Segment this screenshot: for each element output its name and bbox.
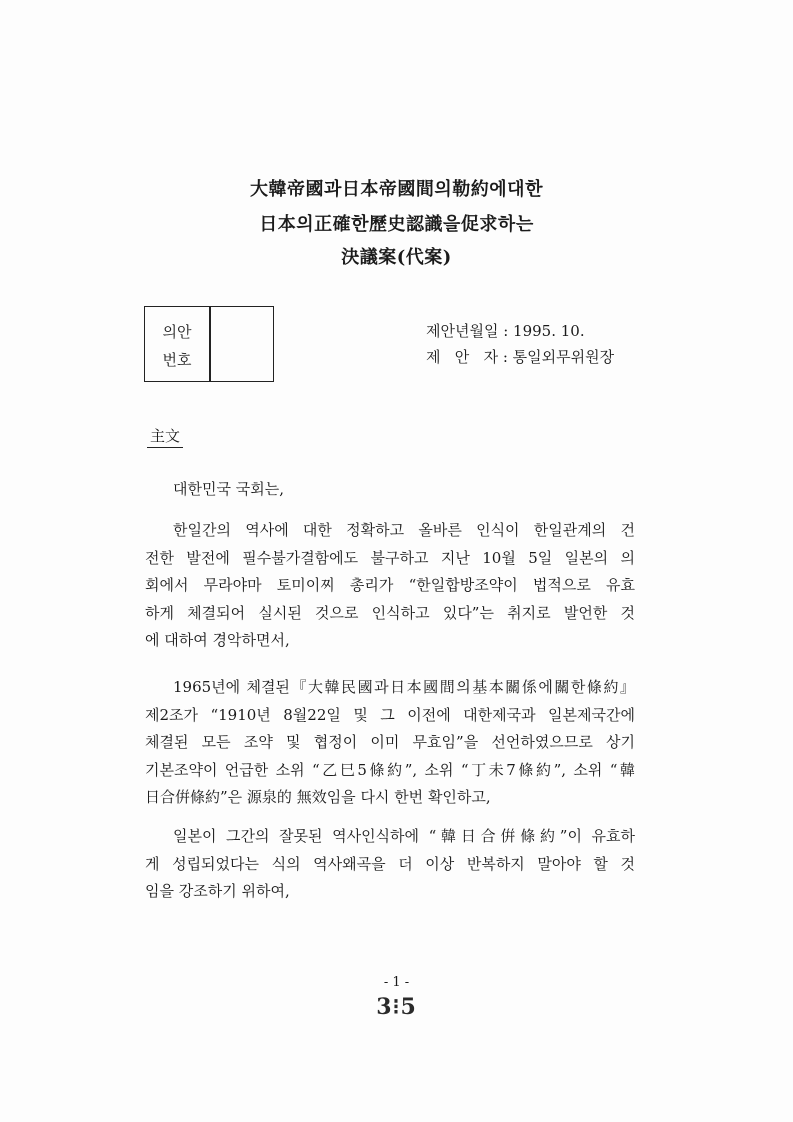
paragraph-line: 기본조약이 언급한 소위 “乙巳5條約”, 소위 “丁未7條約”, 소위 “韓 (145, 760, 635, 779)
bill-box-divider (209, 307, 211, 381)
document-title-line-1: 大韓帝國과日本帝國間의勒約에대한 (250, 179, 543, 200)
paragraph-line: 체결된 모든 조약 및 협정이 이미 무효임”을 선언하였으므로 상기 (145, 733, 635, 751)
paragraph-1 (145, 517, 635, 655)
paragraph-opening (145, 476, 635, 504)
paragraph-line: 日合倂條約”은 源泉的 無效임을 다시 한번 확인하고, (145, 788, 491, 806)
paragraph-3 (145, 823, 635, 906)
proposal-date: 제안년월일 : 1995. 10. (426, 322, 585, 340)
document-title-line-3: 決議案(代案) (341, 247, 452, 268)
page-number: - 1 - (383, 975, 410, 990)
bill-number-box (144, 306, 274, 382)
paragraph-line: 한일간의 역사에 대한 정확하고 올바른 인식이 한일관계의 건 (173, 521, 635, 539)
paragraph-line: 일본이 그간의 잘못된 역사인식하에 “韓日合倂條約”이 유효하 (173, 827, 635, 845)
bill-number-label-1: 의안 (162, 323, 192, 341)
document-title-line-2: 日本의正確한歷史認識을促求하는 (259, 214, 534, 235)
paragraph-line: 전한 발전에 필수불가결함에도 불구하고 지난 10월 5일 일본의 의 (145, 548, 635, 567)
paragraph-line: 회에서 무라야마 토미이찌 총리가 “한일합방조약이 법적으로 유효 (145, 576, 635, 594)
paragraph-line: 에 대하여 경악하면서, (145, 631, 290, 649)
paragraph-line: 대한민국 국회는, (173, 480, 284, 498)
paragraph-2 (145, 674, 635, 812)
main-text-heading: 主文 (147, 425, 183, 448)
proposer: 제 안 자 : 통일외무위원장 (426, 348, 615, 366)
paragraph-line: 게 성립되었다는 식의 역사왜곡을 더 이상 반복하지 말아야 할 것 (145, 854, 635, 873)
paragraph-line: 하게 체결되어 실시된 것으로 인식하고 있다”는 취지로 발언한 것 (145, 603, 635, 622)
bill-number-label-2: 번호 (162, 351, 192, 369)
stamped-page-number: 3⁝5 (376, 994, 417, 1020)
paragraph-line: 임을 강조하기 위하여, (145, 882, 290, 900)
paragraph-line: 1965년에 체결된『大韓民國과日本國間의基本關係에關한條約』 (173, 678, 635, 696)
paragraph-line: 제2조가 “1910년 8월22일 및 그 이전에 대한제국과 일본제국간에 (145, 705, 635, 724)
